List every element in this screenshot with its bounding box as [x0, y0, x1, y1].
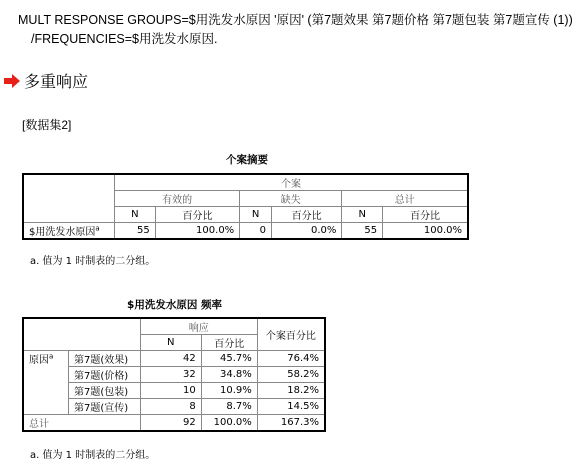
value-cell: 0.0% [271, 223, 341, 240]
group-label: 原因$^a$ [23, 351, 69, 415]
syntax-block [18, 11, 573, 49]
value-cell: 55 [115, 223, 156, 240]
case-summary-table[interactable] [22, 173, 469, 240]
red-arrow-icon [4, 74, 20, 88]
group-valid: 有效的 [115, 191, 240, 207]
col-n: N [115, 207, 156, 223]
pct-cell: 10.9% [201, 383, 257, 399]
col-n: N [240, 207, 272, 223]
col-pct: 百分比 [271, 207, 341, 223]
response-header: 响应 [140, 318, 257, 335]
n-cell: 32 [140, 367, 201, 383]
value-cell: 100.0% [155, 223, 239, 240]
total-label: 总计 [23, 415, 140, 432]
row-label: 第7题(效果) [69, 351, 141, 367]
section-title: 多重响应 [24, 72, 89, 91]
syntax-line-1: MULT RESPONSE GROUPS=$用洗发水原因 '原因' (第7题效果 第7题价格 第7题包装 第7题宣传 (1)) [18, 13, 573, 27]
col-pct: 百分比 [155, 207, 239, 223]
row-label: 第7题(价格) [69, 367, 141, 383]
n-cell: 92 [140, 415, 201, 432]
row-label: $用洗发水原因$^a$ [23, 223, 115, 240]
value-cell: 100.0% [383, 223, 468, 240]
n-cell: 8 [140, 399, 201, 415]
case-summary-title: 个案摘要 [226, 154, 268, 166]
syntax-line-2: /FREQUENCIES=$用洗发水原因. [31, 32, 218, 46]
row-label: 第7题(包装) [69, 383, 141, 399]
case-summary-footnote: a. 值为 1 时制表的二分组。 [30, 256, 156, 267]
cases-cell: 18.2% [257, 383, 325, 399]
corner-cell [23, 318, 140, 351]
cases-cell: 14.5% [257, 399, 325, 415]
pct-cell: 8.7% [201, 399, 257, 415]
corner-cell [23, 174, 115, 223]
cases-header: 个案 [115, 174, 469, 191]
col-n: N [342, 207, 383, 223]
n-cell: 42 [140, 351, 201, 367]
row-label: 第7题(宣传) [69, 399, 141, 415]
pct-cell: 34.8% [201, 367, 257, 383]
cases-cell: 76.4% [257, 351, 325, 367]
col-pct: 百分比 [383, 207, 468, 223]
col-n: N [140, 335, 201, 351]
footnote-marker: a [95, 224, 100, 233]
cases-cell: 58.2% [257, 367, 325, 383]
dataset-label: [数据集2] [22, 118, 72, 132]
frequency-table[interactable] [22, 317, 326, 432]
group-missing: 缺失 [240, 191, 342, 207]
n-cell: 10 [140, 383, 201, 399]
value-cell: 0 [240, 223, 272, 240]
value-cell: 55 [342, 223, 383, 240]
group-total: 总计 [342, 191, 468, 207]
cases-cell: 167.3% [257, 415, 325, 432]
section-heading[interactable] [4, 69, 88, 92]
pct-cell: 100.0% [201, 415, 257, 432]
footnote-marker: a [49, 352, 54, 361]
frequency-footnote: a. 值为 1 时制表的二分组。 [30, 450, 156, 461]
pct-cases-header: 个案百分比 [257, 318, 325, 351]
col-pct: 百分比 [201, 335, 257, 351]
pct-cell: 45.7% [201, 351, 257, 367]
frequency-title: $用洗发水原因 频率 [127, 299, 222, 311]
